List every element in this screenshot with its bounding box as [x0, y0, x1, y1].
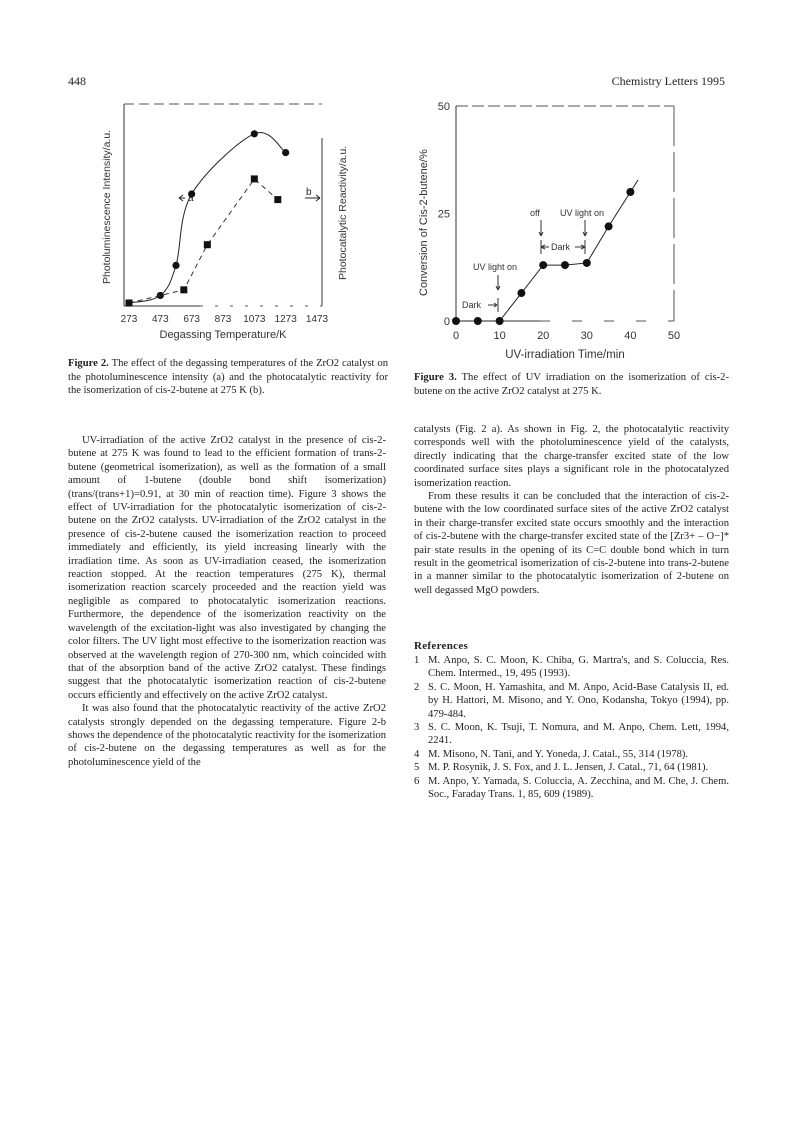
fig2-x-ticks — [121, 314, 329, 325]
right-paragraph-1: catalysts (Fig. 2 a). As shown in Fig. 2, the photocatalytic reactivity corresponds well with the photoluminescence yield of the catalysts, directly indicating that the charge-transfer excited state of the low coordinated surface sites plays a significant role in the photocatalyzed isomerization reaction. — [414, 424, 729, 489]
fig2-series-a-point — [282, 149, 289, 156]
fig2-x-tick-label: 473 — [151, 314, 169, 325]
reference-number: 6 — [414, 775, 420, 787]
reference-item — [414, 748, 729, 761]
reference-text: S. C. Moon, H. Yamashita, and M. Anpo, Acid-Base Catalysis II, ed. by H. Hattori, M. Misono, and Y. Ono, Kodansha, Tokyo (1994), pp. 479-484. — [428, 681, 729, 720]
fig3-series-point — [626, 188, 634, 196]
fig3-caption-label: Figure 3. — [414, 372, 457, 383]
reference-item — [414, 775, 729, 802]
fig3-annotation-uv-on-1: UV light on — [473, 262, 518, 272]
fig3-ylabel: Conversion of Cis-2-butene/% — [418, 149, 430, 296]
fig2-xlabel: Degassing Temperature/K — [159, 329, 287, 341]
fig2-x-tick-label: 873 — [214, 314, 232, 325]
fig3-series-point — [496, 317, 504, 325]
figure-3-chart — [410, 98, 730, 366]
fig3-series-point — [452, 317, 460, 325]
reference-text: M. Anpo, S. C. Moon, K. Chiba, G. Martra's, and S. Coluccia, Res. Chem. Intermed., 19, 495 (1993). — [428, 655, 729, 680]
fig3-arrow-uv-on-1-icon — [496, 275, 500, 290]
fig3-arrow-uv-on-2-icon — [583, 220, 587, 236]
fig3-series-point — [583, 259, 591, 267]
reference-number: 3 — [414, 722, 420, 734]
reference-number: 4 — [414, 748, 420, 760]
fig2-series-a-point — [172, 262, 179, 269]
fig2-x-tick-label: 273 — [120, 314, 138, 325]
fig2-x-tick-label: 1273 — [274, 314, 297, 325]
fig2-ylabel-left: Photoluminescence Intensity/a.u. — [101, 129, 113, 284]
fig3-y-ticks — [438, 101, 450, 328]
figure-2-caption — [68, 357, 388, 398]
fig3-x-tick-label: 40 — [624, 330, 637, 342]
fig2-x-tick-label: 1473 — [305, 314, 329, 325]
fig3-caption-text: The effect of UV irradiation on the isomerization of cis-2-butene on the active ZrO2 catalyst at 275 K. — [414, 372, 729, 397]
fig3-annotation-dark-2: Dark — [551, 242, 571, 252]
page-number: 448 — [68, 74, 86, 88]
fig2-x-tick-label: 673 — [183, 314, 201, 325]
fig2-series-a-point — [251, 130, 258, 137]
fig3-series-point — [517, 289, 525, 297]
reference-text: S. C. Moon, K. Tsuji, T. Nomura, and M. Anpo, Chem. Lett, 1994, 2241. — [428, 722, 729, 747]
fig3-series-point — [474, 317, 482, 325]
left-paragraph-1: UV-irradiation of the active ZrO2 catalyst in the presence of cis-2-butene at 275 K was found to lead to the efficient formation of trans-2-butene (geometrical isomerization), as well as the formation of a small amount of 1-butene (double bond shift isomerization)(trans/(trans+1)=0.91, at 30 min of reaction time). Figure 3 shows the effect of UV-irradiation for the photocatalytic isomerization of cis-2-butene on the ZrO2 catalysts. UV-irradiation of the ZrO2 catalyst in the presence of cis-2-butene caused the isomerization reaction to proceed immediately and efficiently, its yield increasing linearly with the irradiation time. As soon as UV-irradiation ceased, the isomerization reaction stopped. At the reaction temperatures (275 K), thermal isomerization reaction scarcely proceeded and the reaction yield was negligible as compared to photocatalytic isomerization reactions. Furthermore, the dependence of the isomerization reactivity on the wavelength of the excitation-light was also investigated by changing the color filters. The UV light most effective to the isomerization reaction was observed at the wavelength region of 270-300 nm, which coincided with that of the absorption band of the active ZrO2 catalyst. These findings suggest that the photocatalytic isomerization reaction of cis-2-butene occurs efficiently and effectively on the active ZrO2 catalyst. — [68, 435, 386, 701]
fig2-series-b-point — [204, 241, 211, 248]
fig2-series-b-point — [274, 196, 281, 203]
fig2-plot-area — [125, 130, 289, 306]
reference-text: M. Misono, N. Tani, and Y. Yoneda, J. Catal., 55, 314 (1978). — [428, 748, 689, 760]
reference-text: M. P. Rosynik, J. S. Fox, and J. L. Jensen, J. Catal., 71, 64 (1981). — [428, 762, 709, 774]
reference-item — [414, 761, 729, 774]
fig2-series-a-line — [129, 132, 286, 303]
reference-item — [414, 654, 729, 681]
fig3-series-point — [561, 261, 569, 269]
fig2-series-b-point — [180, 286, 187, 293]
right-paragraph-2: From these results it can be concluded that the interaction of cis-2-butene with the low coordinated surface sites of the active ZrO2 catalyst in their charge-transfer excited state occurs smoothly and the interaction of cis-2-butene with the charge-transfer excited state of the [Zr3+ – O−]* pair state results in the opening of its C=C double bond which in turn result in the geometrical isomerization of cis-2-butene into trans-2-butene in a manner similar to the photocatalytic isomerization of 2-butene on well degassed MgO powders. — [414, 491, 729, 596]
fig3-xlabel: UV-irradiation Time/min — [505, 349, 625, 361]
fig2-ylabel-right: Photocatalytic Reactivity/a.u. — [337, 145, 349, 280]
fig3-series-point — [605, 222, 613, 230]
reference-number: 5 — [414, 762, 420, 774]
fig2-series-b-point — [251, 175, 258, 182]
reference-item — [414, 681, 729, 721]
fig3-series-line — [456, 180, 638, 321]
left-paragraph-2: It was also found that the photocatalytic reactivity of the active ZrO2 catalysts strongly depended on the degassing temperature. Figure 2-b shows the dependence of the photocatalytic reactivity for the isomerization of cis-2-butene on the degassing temperatures as well as for the photoluminescence yield of the — [68, 703, 386, 768]
fig2-x-tick-label: 1073 — [243, 314, 266, 325]
figure-2 — [80, 98, 370, 348]
reference-number: 1 — [414, 655, 420, 666]
reference-text: M. Anpo, Y. Yamada, S. Coluccia, A. Zecchina, and M. Che, J. Chem. Soc., Faraday Trans. 1, 85, 609 (1989). — [428, 775, 729, 801]
fig3-x-tick-label: 10 — [493, 330, 506, 342]
fig3-x-tick-label: 20 — [537, 330, 550, 342]
fig2-series-b-label: b — [306, 187, 312, 198]
fig3-x-tick-label: 0 — [452, 330, 460, 342]
journal-title: Chemistry Letters 1995 — [611, 74, 725, 88]
figure-2-chart — [80, 98, 370, 348]
fig3-annotation-dark-1: Dark — [462, 300, 482, 310]
fig3-y-tick-label: 0 — [443, 316, 450, 328]
fig3-arrow-off-icon — [539, 220, 543, 236]
fig3-x-tick-label: 30 — [580, 330, 593, 342]
right-column — [414, 423, 729, 597]
references-heading: References — [414, 640, 469, 652]
fig3-arrow-dark-1-icon — [488, 298, 498, 312]
fig2-series-a-label: a — [188, 193, 194, 204]
fig2-series-a-point — [157, 292, 164, 299]
left-column — [68, 434, 386, 769]
fig3-annotation-uv-on-2: UV light on — [560, 208, 605, 218]
fig3-annotation-off: off — [530, 208, 540, 218]
reference-number: 2 — [414, 681, 420, 693]
references-list — [414, 654, 729, 801]
fig2-arrow-a-icon — [179, 195, 185, 201]
fig2-series-b-line — [129, 179, 278, 303]
fig3-y-tick-label: 25 — [437, 208, 450, 221]
reference-item — [414, 721, 729, 748]
fig2-caption-label: Figure 2. — [68, 358, 109, 369]
fig3-x-tick-label: 50 — [667, 330, 681, 342]
figure-3 — [410, 98, 730, 366]
fig3-x-ticks — [453, 330, 680, 342]
figure-3-caption — [414, 371, 729, 398]
fig3-y-tick-label: 50 — [437, 101, 450, 113]
fig3-series-point — [539, 261, 547, 269]
fig2-caption-text: The effect of the degassing temperatures of the ZrO2 catalyst on the photoluminescence intensity (a) and the photocatalytic reactivity for the isomerization of cis-2-butene at 275 K (b). — [68, 358, 388, 396]
fig2-series-b-point — [126, 300, 133, 307]
